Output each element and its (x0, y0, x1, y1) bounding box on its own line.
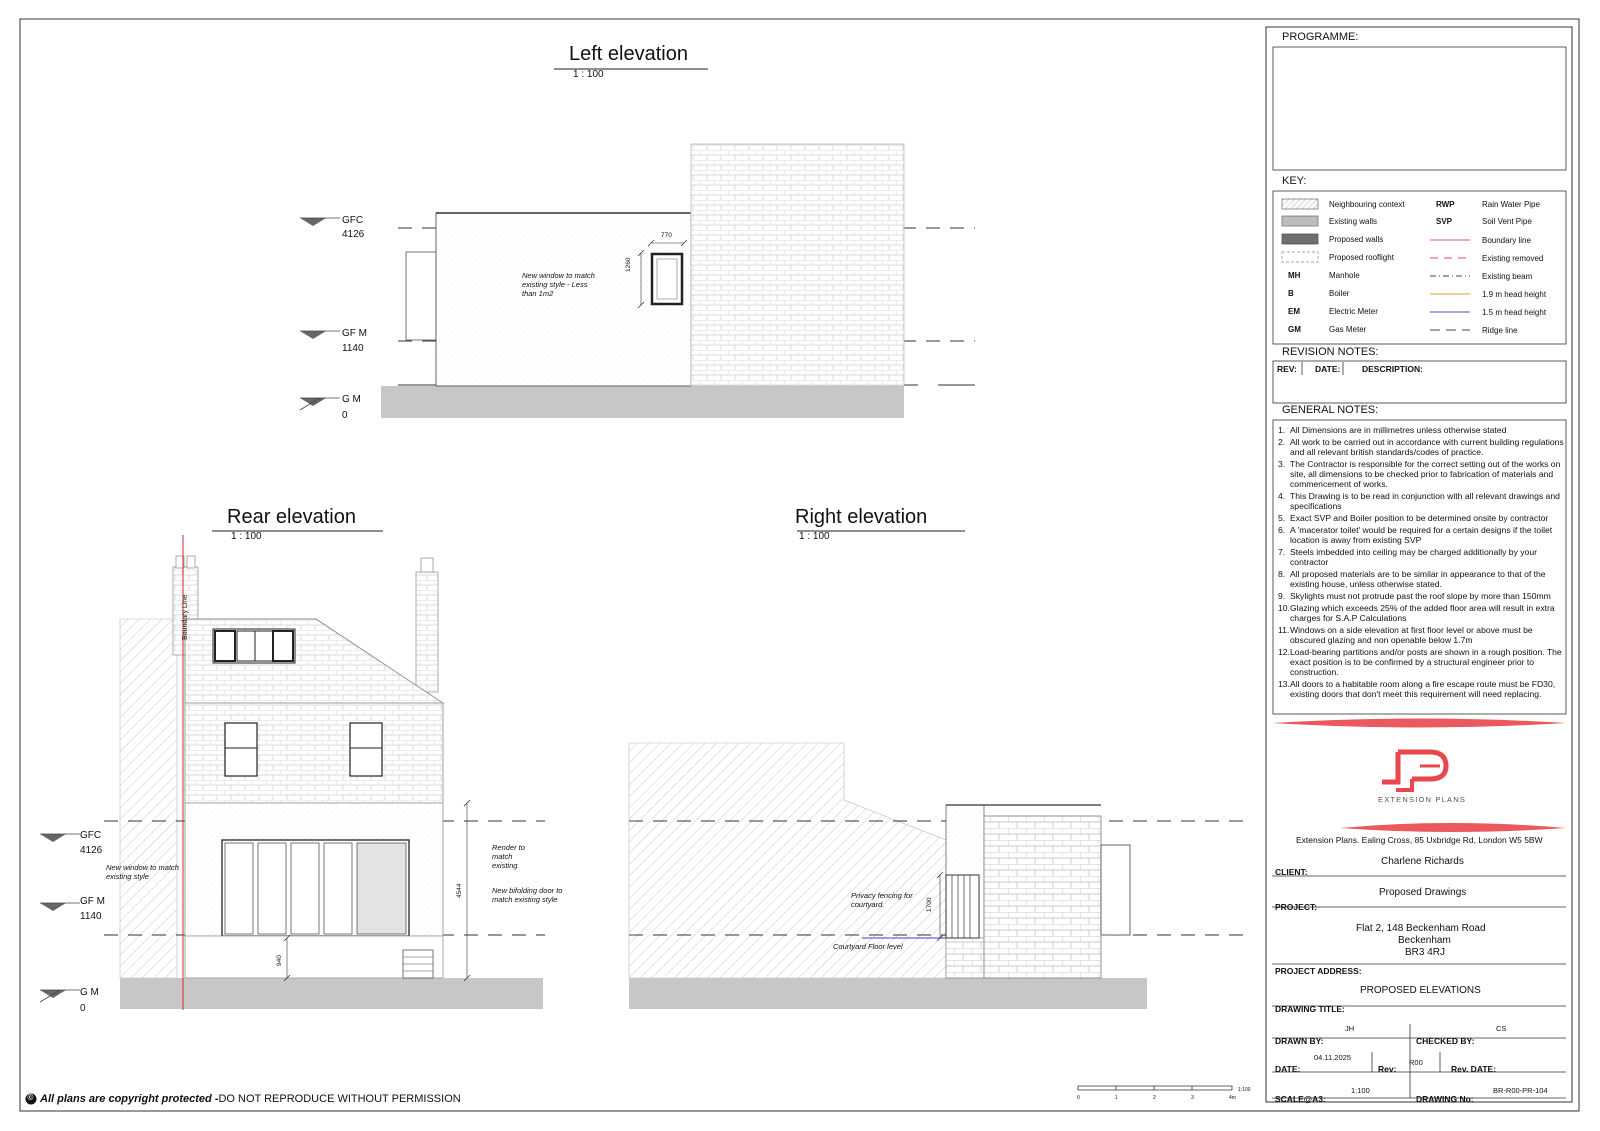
right-extension-wall (984, 816, 1101, 978)
key-15m-head-height: 1.5 m head height (1482, 307, 1547, 317)
general-note: 7. Steels imbedded into ceiling may be charged additionally by your contractor (1278, 546, 1537, 567)
brand-swoosh-bottom (1340, 823, 1566, 832)
left-gfc-label: GFC (342, 215, 364, 226)
left-elevation (300, 69, 975, 418)
key-neighbouring-context: Neighbouring context (1329, 199, 1405, 209)
checked-by-label: CHECKED BY: (1416, 1036, 1475, 1046)
brand-swoosh-top (1272, 719, 1566, 728)
extension-plans-logo (1382, 752, 1446, 790)
left-elevation-scale: 1 : 100 (573, 69, 604, 80)
general-note: 3. The Contractor is responsible for the correct setting out of the works on site, all dimensions to be checked prior to fabrication of materials and commencement of works. (1278, 458, 1561, 490)
programme-heading: PROGRAMME: (1282, 31, 1359, 43)
address-line-3: BR3 4RJ (1405, 947, 1446, 958)
drawn-by-label: DRAWN BY: (1275, 1036, 1324, 1046)
key-mh-abbr: MH (1288, 270, 1301, 280)
privacy-fencing-note: Privacy fencing for courtyard. (851, 891, 913, 909)
left-gm-value: 0 (342, 410, 348, 421)
key-19m-head-height: 1.9 m head height (1482, 289, 1547, 299)
copyright-rest: DO NOT REPRODUCE WITHOUT PERMISSION (218, 1093, 461, 1105)
right-elevation-title: Right elevation (795, 506, 928, 528)
left-gm-label: G M (342, 394, 361, 405)
general-notes-heading: GENERAL NOTES: (1282, 404, 1379, 416)
copyright-notice (40, 1093, 461, 1105)
key-gas-meter: Gas Meter (1329, 324, 1367, 334)
general-note: 13. All doors to a habitable room along a fire escape route must be FD30, existing doors that don't meet this requirement will need replacing. (1278, 678, 1556, 699)
key-proposed-walls: Proposed walls (1329, 234, 1384, 244)
left-window-note: New window to match existing style - Less than 1m2 (522, 271, 595, 298)
key-heading: KEY: (1282, 175, 1307, 187)
courtyard-floor-note: Courtyard Floor level (833, 942, 903, 951)
scale-label: SCALE@A3: (1275, 1094, 1326, 1104)
rev-label: Rev: (1378, 1064, 1397, 1074)
revision-heading: REVISION NOTES: (1282, 346, 1379, 358)
bifold-note: New bifolding door to match existing style (492, 886, 563, 904)
rev-value: R00 (1409, 1058, 1423, 1067)
drawing-title-label: DRAWING TITLE: (1275, 1004, 1345, 1014)
scale-bar-tick-1: 1 (1115, 1095, 1118, 1101)
left-level-markers (300, 218, 340, 410)
drawing-no-label: DRAWING No: (1416, 1094, 1474, 1104)
scale-bar-tick-4: 4m (1229, 1095, 1236, 1101)
general-note: 9. Skylights must not protrude past the roof slope by more than 150mm (1278, 590, 1551, 601)
project-value: Proposed Drawings (1379, 887, 1467, 898)
rear-gfc-label: GFC (80, 830, 102, 841)
key-electric-meter: Electric Meter (1329, 306, 1378, 316)
key-ridge-line: Ridge line (1482, 325, 1518, 335)
rear-neighbour-context (120, 619, 177, 978)
key-soil-vent-pipe: Soil Vent Pipe (1482, 216, 1532, 226)
rear-first-floor-window-right (350, 723, 382, 776)
client-label: CLIENT: (1275, 867, 1308, 877)
rear-gfm-label: GF M (80, 896, 105, 907)
key-existing-removed: Existing removed (1482, 253, 1544, 263)
rear-height-dim: 4544 (456, 883, 463, 898)
right-privacy-fence (946, 875, 979, 938)
copyright-symbol: © (27, 1093, 34, 1102)
rear-gm-label: G M (80, 987, 99, 998)
scale-bar-tick-2: 2 (1153, 1095, 1156, 1101)
right-height-dim: 1700 (926, 897, 933, 912)
general-note: 4. This Drawing is to be read in conjunction with all relevant drawings and specifications (1278, 490, 1560, 512)
key-boundary-line: Boundary line (1482, 235, 1531, 245)
key-manhole: Manhole (1329, 270, 1360, 280)
key-existing-beam: Existing beam (1482, 271, 1533, 281)
key-b-abbr: B (1288, 288, 1294, 298)
rear-steps (403, 950, 433, 978)
drawing-title-value: PROPOSED ELEVATIONS (1360, 985, 1481, 996)
scale-bar-tick-3: 3 (1191, 1095, 1194, 1101)
rear-first-floor (185, 703, 443, 803)
rev-col-date: DATE: (1315, 364, 1341, 374)
left-ground (381, 386, 904, 418)
checked-by-value: CS (1496, 1024, 1507, 1033)
drawn-by-value: JH (1345, 1024, 1355, 1033)
rear-elevation-scale: 1 : 100 (231, 531, 262, 542)
left-gfm-value: 1140 (342, 343, 364, 354)
left-window-width-dim: 770 (661, 232, 672, 239)
key-svp-abbr: SVP (1436, 216, 1453, 226)
client-value: Charlene Richards (1381, 856, 1464, 867)
key-gm-abbr: GM (1288, 324, 1301, 334)
general-note: 11. Windows on a side elevation at first floor level or above must be obscured glazing and non openable below 1.7m (1278, 624, 1533, 645)
project-label: PROJECT: (1275, 902, 1318, 912)
rev-col-rev: REV: (1277, 364, 1297, 374)
scale-bar-ratio: 1:100 (1238, 1087, 1251, 1093)
right-existing-door (1101, 845, 1130, 935)
project-address-label: PROJECT ADDRESS: (1275, 966, 1362, 976)
rear-elevation-title: Rear elevation (227, 506, 356, 528)
programme-box (1273, 47, 1566, 170)
right-elevation-scale: 1 : 100 (799, 531, 830, 542)
left-window-height-dim: 1260 (625, 257, 632, 272)
general-note: 10. Glazing which exceeds 25% of the added floor area will result in extra charges for S.A.P Calculations (1278, 602, 1555, 623)
date-value: 04.11.2025 (1314, 1053, 1351, 1062)
key-em-abbr: EM (1288, 306, 1300, 316)
general-note: 2. All work to be carried out in accordance with current building regulations and all relevant british standards/codes of practice. (1278, 436, 1564, 457)
key-existing-walls: Existing walls (1329, 216, 1378, 226)
date-label: DATE: (1275, 1064, 1301, 1074)
left-gfc-value: 4126 (342, 229, 365, 240)
right-elevation (629, 531, 1245, 1009)
scale-value: 1:100 (1351, 1086, 1370, 1095)
rear-gfc-value: 4126 (80, 845, 103, 856)
rear-level-markers (40, 834, 80, 1002)
general-notes-list (1278, 425, 1564, 701)
key-boiler: Boiler (1329, 288, 1350, 298)
rear-first-floor-window-left (225, 723, 257, 776)
key-rwp-abbr: RWP (1436, 199, 1455, 209)
left-gfm-label: GF M (342, 328, 367, 339)
general-note: 12. Load-bearing partitions and/or posts are shown in a rough position. The exact position is to be confirmed by a structural engineer prior to construction. (1278, 646, 1562, 677)
key-proposed-rooflight: Proposed rooflight (1329, 252, 1394, 262)
rear-window-note: New window to match existing style (106, 863, 179, 881)
render-note: Render to match existing (492, 843, 525, 870)
scale-bar-tick-0: 0 (1077, 1095, 1080, 1101)
general-note: 1. All Dimensions are in millimetres unless otherwise stated (1278, 425, 1507, 435)
address-line-1: Flat 2, 148 Beckenham Road (1356, 923, 1486, 934)
boundary-line-label: Boundary Line (182, 594, 189, 640)
copyright-bold: All plans are copyright protected - (40, 1093, 219, 1105)
rev-col-description: DESCRIPTION: (1362, 364, 1423, 374)
address-line-2: Beckenham (1398, 935, 1451, 946)
general-note: 8. All proposed materials are to be similar in appearance to that of the existing house, unless otherwise stated. (1278, 568, 1546, 589)
left-existing-house (691, 144, 904, 386)
company-address: Extension Plans. Ealing Cross, 85 Uxbridge Rd, London W5 5BW (1296, 835, 1543, 845)
rear-gfm-value: 1140 (80, 911, 102, 922)
right-ground (629, 978, 1147, 1009)
rear-step-dim: 940 (276, 955, 283, 966)
rear-gm-value: 0 (80, 1003, 86, 1014)
logo-text: EXTENSION PLANS (1378, 795, 1467, 804)
general-note: 5. Exact SVP and Boiler position to be determined onsite by contractor (1278, 512, 1549, 523)
rear-chimney-right (416, 572, 438, 692)
scale-bar (1078, 1086, 1232, 1090)
rev-date-label: Rev. DATE: (1451, 1064, 1497, 1074)
key-rain-water-pipe: Rain Water Pipe (1482, 199, 1540, 209)
rear-elevation (40, 531, 545, 1010)
left-existing-door (406, 252, 436, 340)
drawing-no-value: BR-R00-PR-104 (1493, 1086, 1548, 1095)
general-note: 6. A 'macerator toilet' would be required for a certain designs if the toilet location is away from existing SVP (1278, 524, 1553, 545)
left-elevation-title: Left elevation (569, 43, 688, 65)
